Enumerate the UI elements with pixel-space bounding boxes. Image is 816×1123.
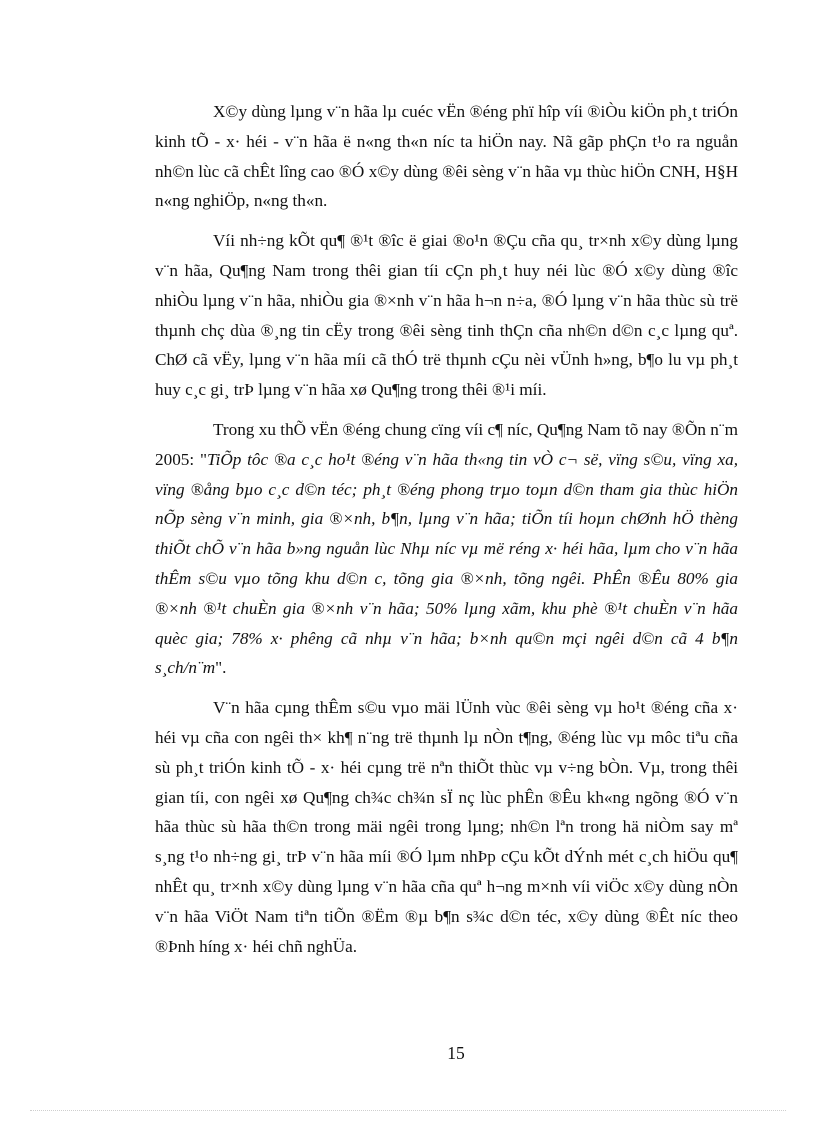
paragraph-3 (155, 415, 738, 683)
paragraph-1: X©y dùng lµng v¨n hãa lµ cuéc vËn ®éng phï hîp víi ®iÒu kiÖn ph¸t triÓn kinh tÕ - x· héi - v¨n hãa ë n«ng th«n níc ta hiÖn nay. Nã gãp phÇn t¹o ra nguån nh©n lùc cã chÊt lîng cao ®Ó x©y dùng ®êi sèng v¨n hãa vµ thùc hiÖn CNH, H§H n«ng nghiÖp, n«ng th«n. (155, 102, 738, 211)
paragraph-3-intro: Trong xu thÕ vËn ®éng chung cïng víi c¶ níc, Qu¶ng Nam tõ nay ®Õn n¨m 2005: " (155, 419, 738, 469)
body-text (155, 97, 738, 971)
paragraph-3-closing: ". (215, 658, 227, 678)
paragraph-2: Víi nh÷ng kÕt qu¶ ®¹t ®îc ë giai ®o¹n ®Çu cña qu¸ tr×nh x©y dùng lµng v¨n hãa, Qu¶ng Nam trong thêi gian tíi cÇn ph¸t huy néi lùc ®Ó x©y dùng ®îc nhiÒu lµng v¨n hãa, nhiÒu gia ®×nh v¨n hãa h¬n n÷a, ®Ó lµng v¨n hãa thùc sù trë thµnh chç dùa ®¸ng tin cËy trong ®êi sèng tinh thÇn cña nh©n d©n c¸c lµng quª. ChØ cã vËy, lµng v¨n hãa míi cã thÓ trë thµnh cÇu nèi vÜnh h»ng, b¶o lu vµ ph¸t huy c¸c gi¸ trÞ lµng v¨n hãa xø Qu¶ng trong thêi ®¹i míi. (155, 231, 738, 400)
paragraph-4: V¨n hãa cµng thÊm s©u vµo mäi lÜnh vùc ®êi sèng vµ ho¹t ®éng cña x· héi vµ cña con ngêi th× kh¶ n¨ng trë thµnh lµ nÒn t¶ng, ®éng lùc vµ môc tiªu cña sù ph¸t triÓn kinh tÕ - x· héi cµng trë nªn thiÕt thùc vµ v÷ng bÒn. Vµ, trong thêi gian tíi, con ngêi xø Qu¶ng ch¾c ch¾n sÏ nç lùc phÊn ®Êu kh«ng ngõng ®Ó v¨n hãa thùc sù hãa th©n trong mäi ngêi trong lµng; nh©n lªn trong hä niÒm say mª s¸ng t¹o nh÷ng gi¸ trÞ v¨n hãa míi ®Ó lµm nhÞp cÇu kÕt dÝnh mét c¸ch hiÖu qu¶ nhÊt qu¸ tr×nh x©y dùng lµng v¨n hãa cña quª h¬ng m×nh víi viÖc x©y dùng nÒn v¨n hãa ViÖt Nam tiªn tiÕn ®Ëm ®µ b¶n s¾c d©n téc, x©y dùng ®Êt níc theo ®Þnh híng x· héi chñ nghÜa. (155, 698, 738, 956)
footer-rule (30, 1110, 786, 1111)
paragraph-3-quote: TiÕp tôc ®a c¸c ho¹t ®éng v¨n hãa th«ng tin vÒ c¬ së, vïng s©u, vïng xa, vïng ®ång bµo c¸c d©n téc; ph¸t ®éng phong trµo toµn d©n tham gia thùc hiÖn nÕp sèng v¨n minh, gia ®×nh, b¶n, lµng v¨n hãa; tiÕn tíi hoµn chØnh hÖ thèng thiÕt chÕ v¨n hãa b»ng nguån lùc Nhµ níc vµ më réng x· héi hãa, lµm cho v¨n hãa thÊm s©u vµo tõng khu d©n c, tõng gia ®×nh, tõng ngêi. PhÊn ®Êu 80% gia ®×nh ®¹t chuÈn gia ®×nh v¨n hãa; 50% lµng xãm, khu phè ®¹t chuÈn v¨n hãa quèc gia; 78% x· phêng cã nhµ v¨n hãa; b×nh qu©n mçi ngêi d©n cã 4 b¶n s¸ch/n¨m (155, 449, 738, 678)
page-number: 15 (447, 1043, 465, 1063)
